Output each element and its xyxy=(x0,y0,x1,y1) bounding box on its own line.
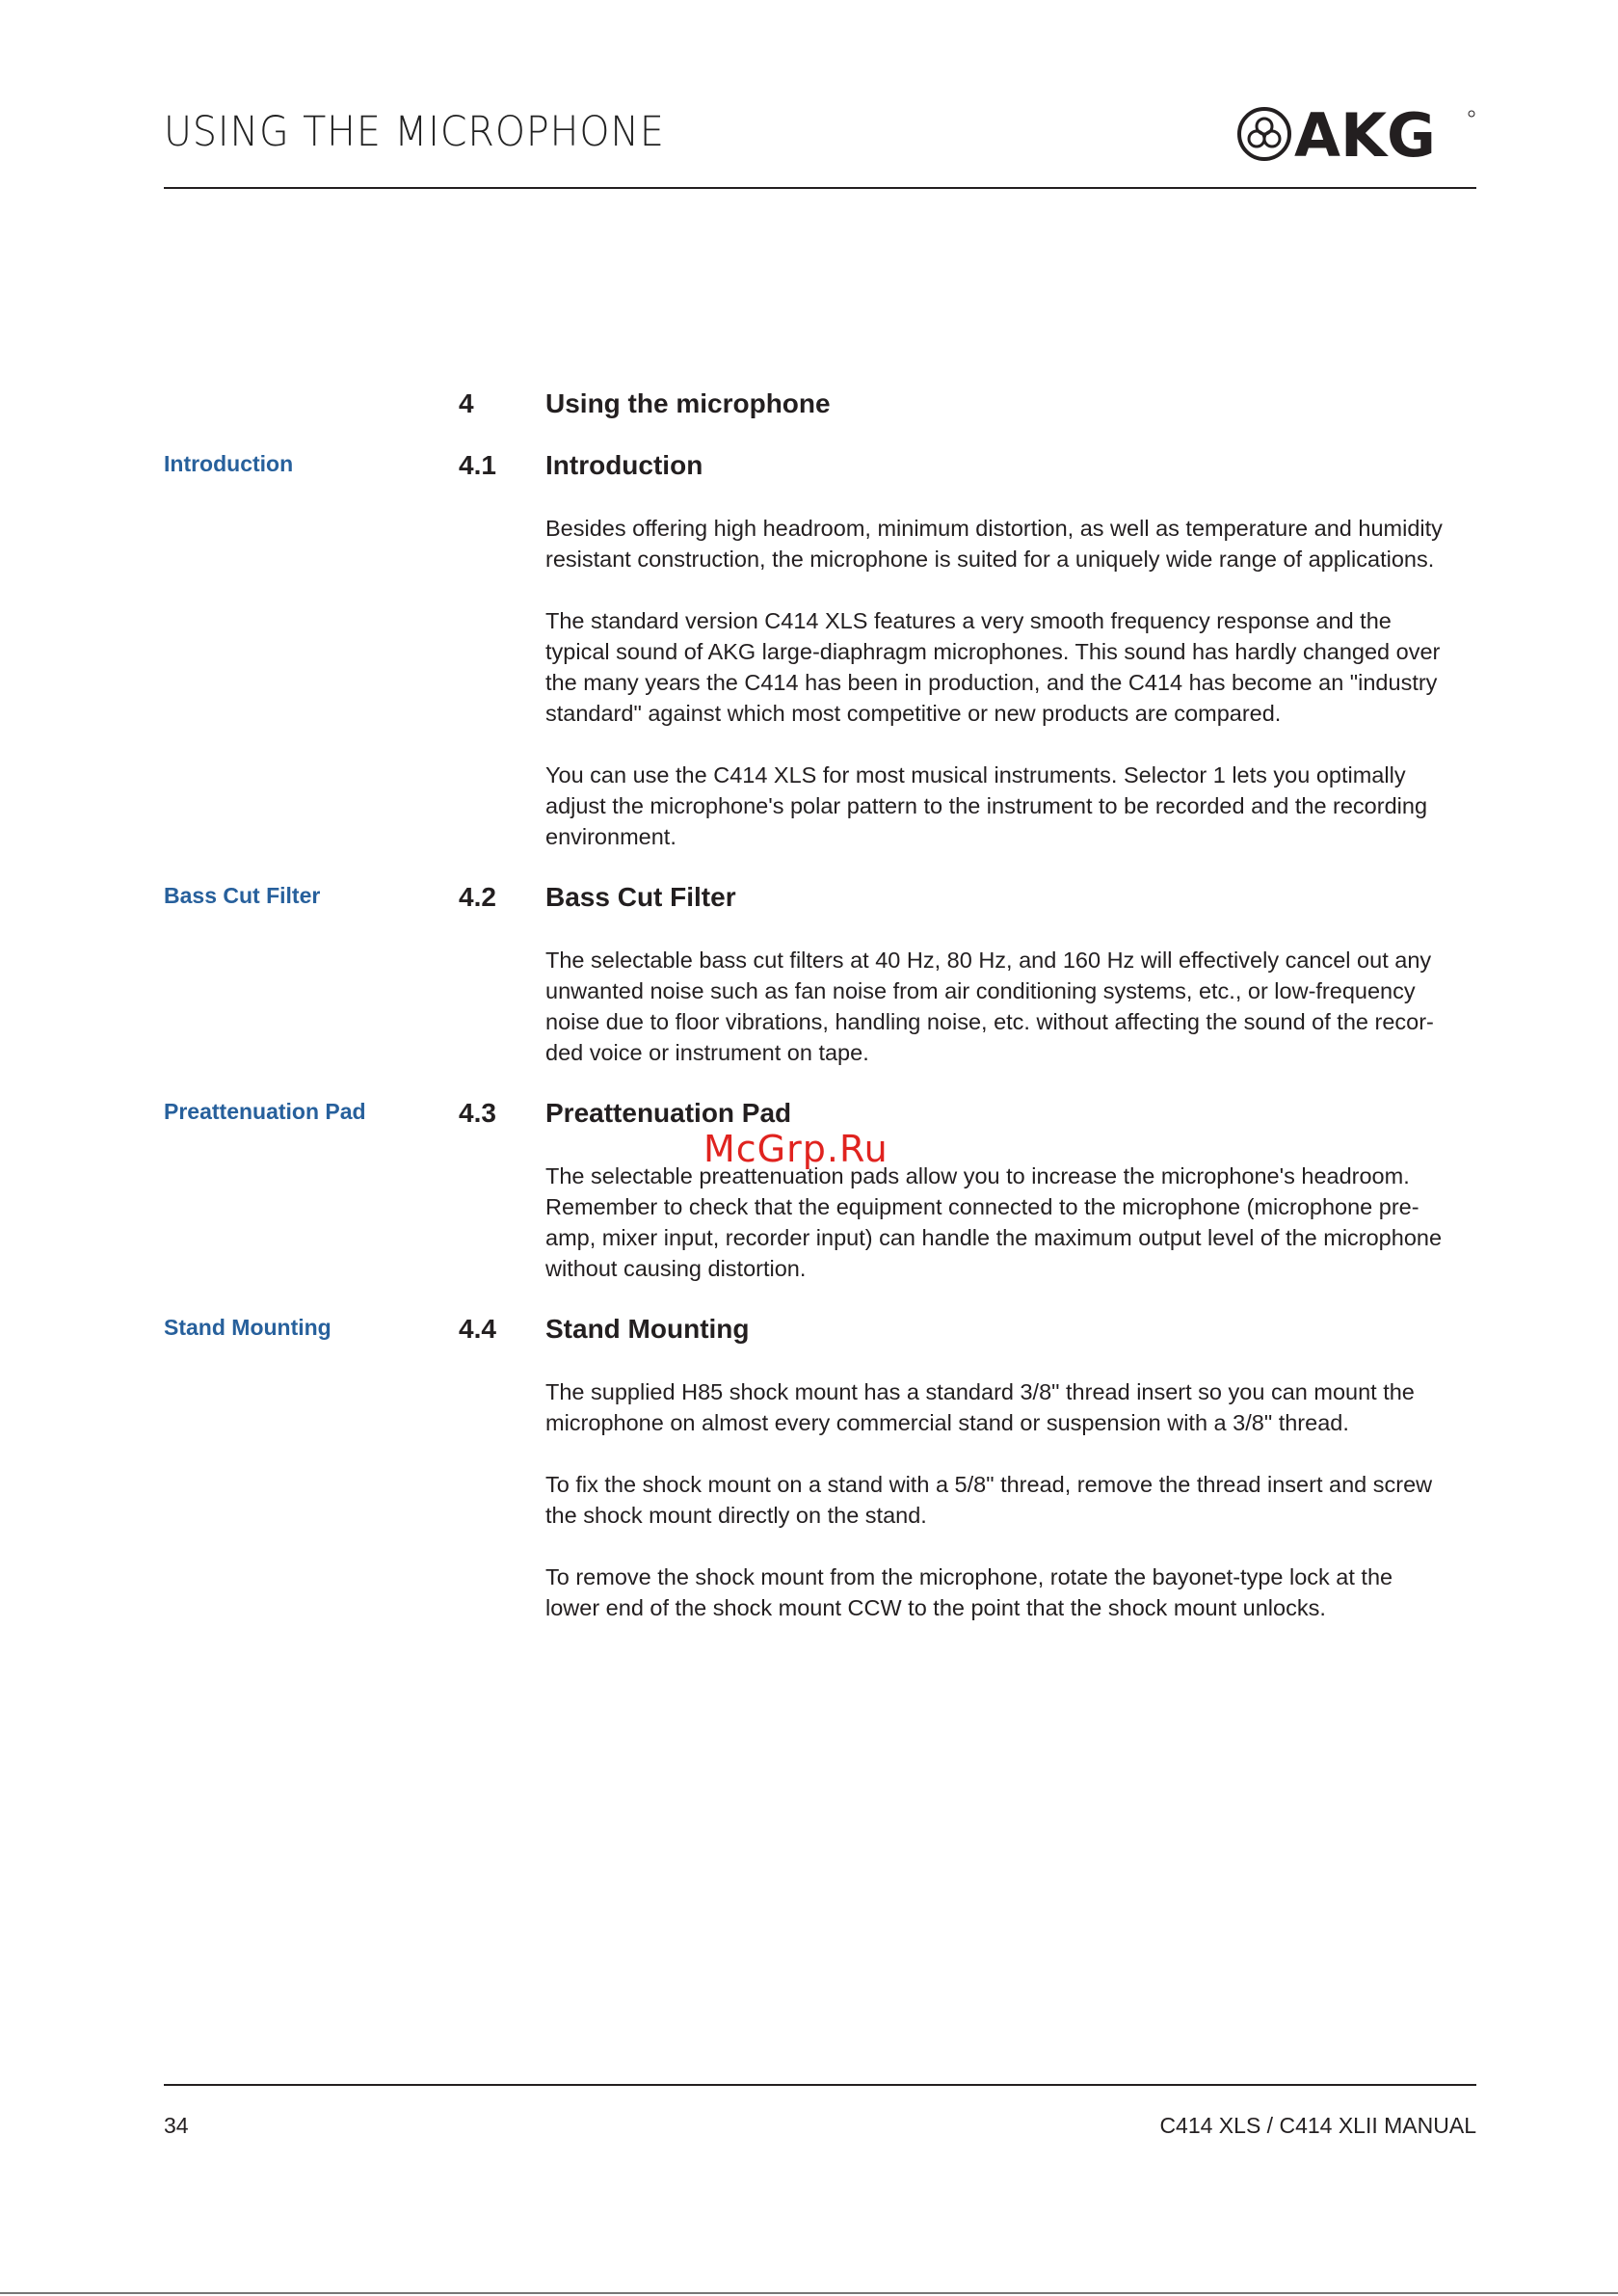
text-line: resistant construction, the microphone is suited for a uniquely wide range of applications. xyxy=(545,547,1435,572)
section-heading xyxy=(459,388,831,419)
text-line: environment. xyxy=(545,824,676,849)
text-line: the shock mount directly on the stand. xyxy=(545,1503,927,1528)
text-line: The selectable bass cut filters at 40 Hz, 80 Hz, and 160 Hz will effectively cancel out any xyxy=(545,948,1432,973)
manual-title: C414 XLS / C414 XLII MANUAL xyxy=(1159,2113,1476,2138)
paragraph xyxy=(545,605,1485,729)
section-number: 4 xyxy=(459,388,474,418)
text-line: To fix the shock mount on a stand with a 5/8" thread, remove the thread insert and screw xyxy=(545,1472,1433,1497)
text-line: The supplied H85 shock mount has a standard 3/8" thread insert so you can mount the xyxy=(545,1379,1415,1404)
akg-logo-icon xyxy=(1236,106,1475,162)
text-line: unwanted noise such as fan noise from air conditioning systems, etc., or low-frequency xyxy=(545,978,1416,1003)
text-line: standard" against which most competitive or new products are compared. xyxy=(545,701,1282,726)
paragraph xyxy=(545,760,1485,852)
subsection-heading-stand-mounting xyxy=(459,1314,750,1345)
akg-logo-text: AKG xyxy=(1294,106,1436,162)
subsection-number: 4.2 xyxy=(459,882,496,912)
subsection-title: Stand Mounting xyxy=(545,1314,750,1344)
section-title: Using the microphone xyxy=(545,388,831,418)
page-number: 34 xyxy=(164,2113,189,2138)
text-line: microphone on almost every commercial stand or suspension with a 3/8" thread. xyxy=(545,1410,1349,1435)
subsection-title: Preattenuation Pad xyxy=(545,1098,792,1128)
text-line: Remember to check that the equipment connected to the microphone (microphone pre- xyxy=(545,1194,1419,1219)
akg-logo xyxy=(1236,106,1475,162)
subsection-heading-preattenuation-pad xyxy=(459,1098,791,1129)
text-line: You can use the C414 XLS for most musical instruments. Selector 1 lets you optimally xyxy=(545,762,1406,788)
paragraph xyxy=(545,1161,1485,1284)
text-line: Besides offering high headroom, minimum distortion, as well as temperature and humidity xyxy=(545,516,1443,541)
subsection-title: Bass Cut Filter xyxy=(545,882,736,912)
text-line: amp, mixer input, recorder input) can handle the maximum output level of the microphone xyxy=(545,1225,1443,1250)
text-line: without causing distortion. xyxy=(545,1256,807,1281)
page-header-title: USING THE MICROPHONE xyxy=(164,108,665,156)
paragraph xyxy=(545,945,1485,1068)
page-edge-line xyxy=(0,2292,1618,2294)
side-label-preattenuation-pad: Preattenuation Pad xyxy=(164,1099,366,1124)
text-line: the many years the C414 has been in production, and the C414 has become an "industry xyxy=(545,670,1438,695)
subsection-number: 4.4 xyxy=(459,1314,496,1344)
text-line: To remove the shock mount from the microphone, rotate the bayonet-type lock at the xyxy=(545,1564,1393,1589)
text-line: lower end of the shock mount CCW to the point that the shock mount unlocks. xyxy=(545,1595,1326,1620)
text-line: The standard version C414 XLS features a very smooth frequency response and the xyxy=(545,608,1392,633)
paragraph xyxy=(545,1469,1485,1531)
subsection-heading-introduction xyxy=(459,450,703,481)
side-label-stand-mounting: Stand Mounting xyxy=(164,1315,332,1340)
subsection-title: Introduction xyxy=(545,450,703,480)
paragraph xyxy=(545,1376,1485,1438)
watermark: McGrp.Ru xyxy=(703,1128,889,1170)
header-rule xyxy=(164,187,1476,189)
text-line: typical sound of AKG large-diaphragm microphones. This sound has hardly changed over xyxy=(545,639,1441,664)
paragraph xyxy=(545,513,1485,574)
subsection-number: 4.1 xyxy=(459,450,496,480)
text-line: noise due to floor vibrations, handling noise, etc. without affecting the sound of the recor- xyxy=(545,1009,1434,1034)
text-line: ded voice or instrument on tape. xyxy=(545,1040,869,1065)
text-line: The selectable preattenuation pads allow you to increase the microphone's headroom. xyxy=(545,1163,1410,1188)
side-label-introduction: Introduction xyxy=(164,451,294,476)
paragraph xyxy=(545,1562,1485,1623)
subsection-heading-bass-cut-filter xyxy=(459,882,736,913)
footer-rule xyxy=(164,2084,1476,2086)
side-label-bass-cut-filter: Bass Cut Filter xyxy=(164,883,321,908)
subsection-number: 4.3 xyxy=(459,1098,496,1128)
text-line: adjust the microphone's polar pattern to the instrument to be recorded and the recording xyxy=(545,793,1428,818)
